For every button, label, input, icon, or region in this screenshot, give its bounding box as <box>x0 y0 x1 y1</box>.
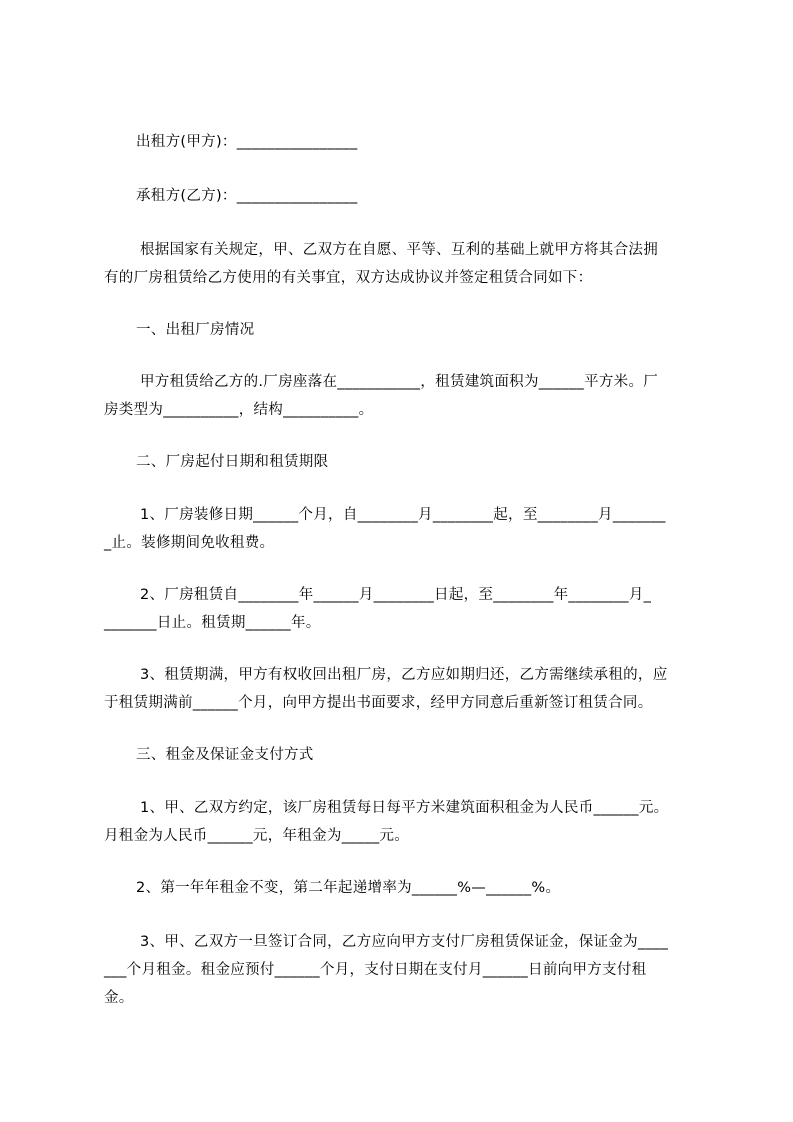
section2-item1-line-1: 1、厂房装修日期______个月，自________月________起，至________月_______ <box>140 507 666 523</box>
section2-item2-line-1: 2、厂房租赁自________年______月________日起，至________年________月_ <box>140 587 652 603</box>
section1-line-2: 房类型为__________，结构__________。 <box>104 402 374 418</box>
section1-line-1: 甲方租赁给乙方的.厂房座落在___________，租赁建筑面积为______平方米。厂 <box>140 374 659 390</box>
section2-item2-line-2: _______日止。租赁期______年。 <box>104 615 321 631</box>
section3-item3-line-1: 3、甲、乙双方一旦签订合同，乙方应向甲方支付厂房租赁保证金，保证金为____ <box>140 934 669 950</box>
preamble-line-2: 有的厂房租赁给乙方使用的有关事宜，双方达成协议并签定租赁合同如下： <box>104 270 593 286</box>
section2-item3-line-1: 3、租赁期满，甲方有权收回出租厂房，乙方应如期归还，乙方需继续承租的，应 <box>140 667 668 683</box>
section3-heading: 三、租金及保证金支付方式 <box>136 747 314 763</box>
section3-item1-line-1: 1、甲、乙双方约定，该厂房租赁每日每平方米建筑面积租金为人民币______元。 <box>140 800 669 816</box>
section3-item2-line-1: 2、第一年年租金不变，第二年起递增率为______%—______%。 <box>136 880 561 896</box>
section1-heading: 一、出租厂房情况 <box>136 322 255 338</box>
lessee-line: 承租方(乙方)：________________ <box>136 188 358 204</box>
section2-item1-line-2: _止。装修期间免收租费。 <box>104 535 275 551</box>
section3-item1-line-2: 月租金为人民币______元，年租金为_____元。 <box>104 828 410 844</box>
lessor-line: 出租方(甲方)：________________ <box>136 134 358 150</box>
section3-item3-line-2: ___个月租金。租金应预付______个月，支付日期在支付月______日前向甲方支付租 <box>104 962 647 978</box>
section2-item3-line-2: 于租赁期满前______个月，向甲方提出书面要求，经甲方同意后重新签订租赁合同。 <box>104 695 653 711</box>
preamble-line-1: 根据国家有关规定，甲、乙双方在自愿、平等、互利的基础上就甲方将其合法拥 <box>140 242 658 258</box>
section3-item3-line-3: 金。 <box>104 990 134 1006</box>
section2-heading: 二、厂房起付日期和租赁期限 <box>136 454 329 470</box>
